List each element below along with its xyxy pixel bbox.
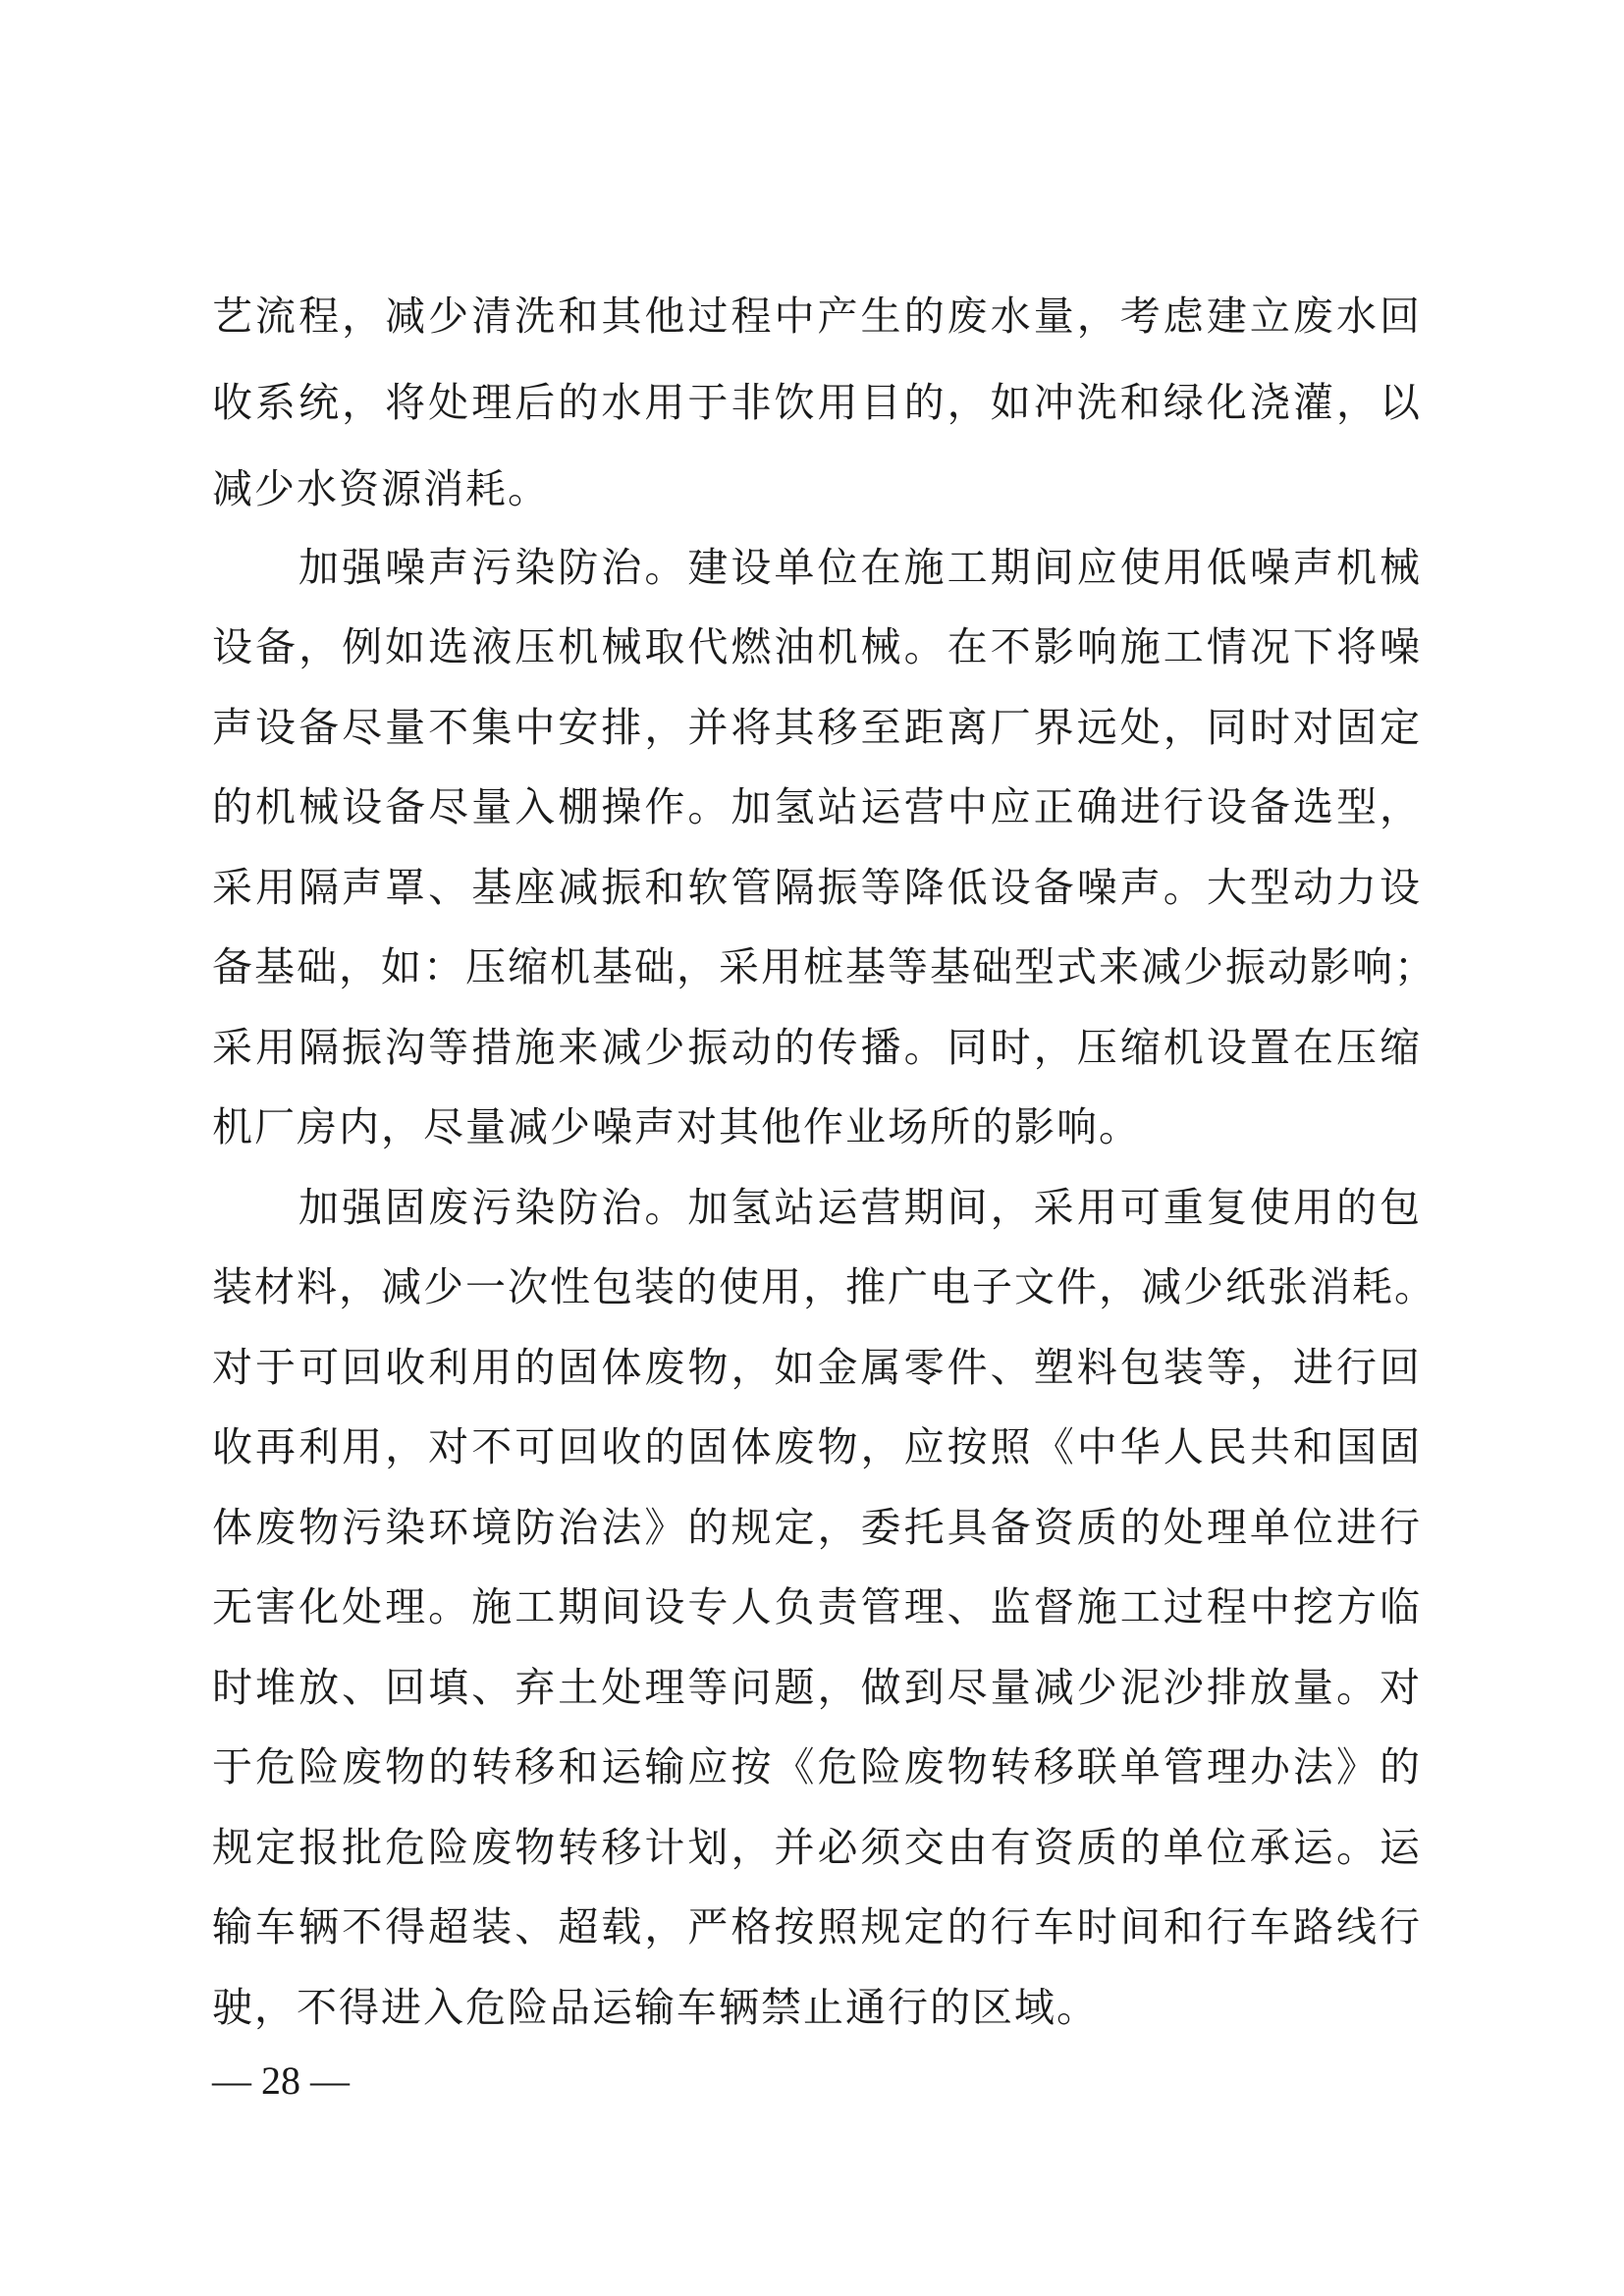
paragraph-3-line-8: 于危险废物的转移和运输应按《危险废物转移联单管理办法》的	[212, 1743, 1422, 1790]
paragraph-1-line-2: 收系统，将处理后的水用于非饮用目的，如冲洗和绿化浇灌，以	[212, 379, 1422, 426]
paragraph-3-line-11: 驶，不得进入危险品运输车辆禁止通行的区域。	[212, 1984, 1099, 2031]
paragraph-2-line-6: 备基础，如：压缩机基础，采用桩基等基础型式来减少振动影响；	[212, 943, 1436, 990]
paragraph-3-line-10: 输车辆不得超装、超载，严格按照规定的行车时间和行车路线行	[212, 1903, 1422, 1950]
paragraph-3-line-3: 对于可回收利用的固体废物，如金属零件、塑料包装等，进行回	[212, 1344, 1422, 1391]
paragraph-3-line-6: 无害化处理。施工期间设专人负责管理、监督施工过程中挖方临	[212, 1583, 1422, 1630]
paragraph-3-line-9: 规定报批危险废物转移计划，并必须交由有资质的单位承运。运	[212, 1824, 1422, 1871]
paragraph-2-line-3: 声设备尽量不集中安排，并将其移至距离厂界远处，同时对固定	[212, 704, 1422, 751]
paragraph-2-line-1: 加强噪声污染防治。建设单位在施工期间应使用低噪声机械	[298, 544, 1422, 591]
paragraph-2-line-8: 机厂房内，尽量减少噪声对其他作业场所的影响。	[212, 1103, 1141, 1150]
paragraph-3-line-1: 加强固废污染防治。加氢站运营期间，采用可重复使用的包	[298, 1184, 1422, 1231]
paragraph-3-line-2: 装材料，减少一次性包装的使用，推广电子文件，减少纸张消耗。	[212, 1263, 1436, 1310]
paragraph-3-line-7: 时堆放、回填、弃土处理等问题，做到尽量减少泥沙排放量。对	[212, 1664, 1422, 1711]
paragraph-3-line-4: 收再利用，对不可回收的固体废物，应按照《中华人民共和国固	[212, 1423, 1422, 1470]
paragraph-2-line-2: 设备，例如选液压机械取代燃油机械。在不影响施工情况下将噪	[212, 623, 1422, 670]
page-number: — 28 —	[212, 2058, 350, 2103]
paragraph-3-line-5: 体废物污染环境防治法》的规定，委托具备资质的处理单位进行	[212, 1504, 1422, 1551]
paragraph-1-line-1: 艺流程，减少清洗和其他过程中产生的废水量，考虑建立废水回	[212, 293, 1422, 340]
paragraph-1-line-3: 减少水资源消耗。	[212, 465, 550, 512]
paragraph-2-line-5: 采用隔声罩、基座减振和软管隔振等降低设备噪声。大型动力设	[212, 864, 1422, 911]
paragraph-2-line-4: 的机械设备尽量入棚操作。加氢站运营中应正确进行设备选型，	[212, 783, 1422, 830]
paragraph-2-line-7: 采用隔振沟等措施来减少振动的传播。同时，压缩机设置在压缩	[212, 1024, 1422, 1071]
